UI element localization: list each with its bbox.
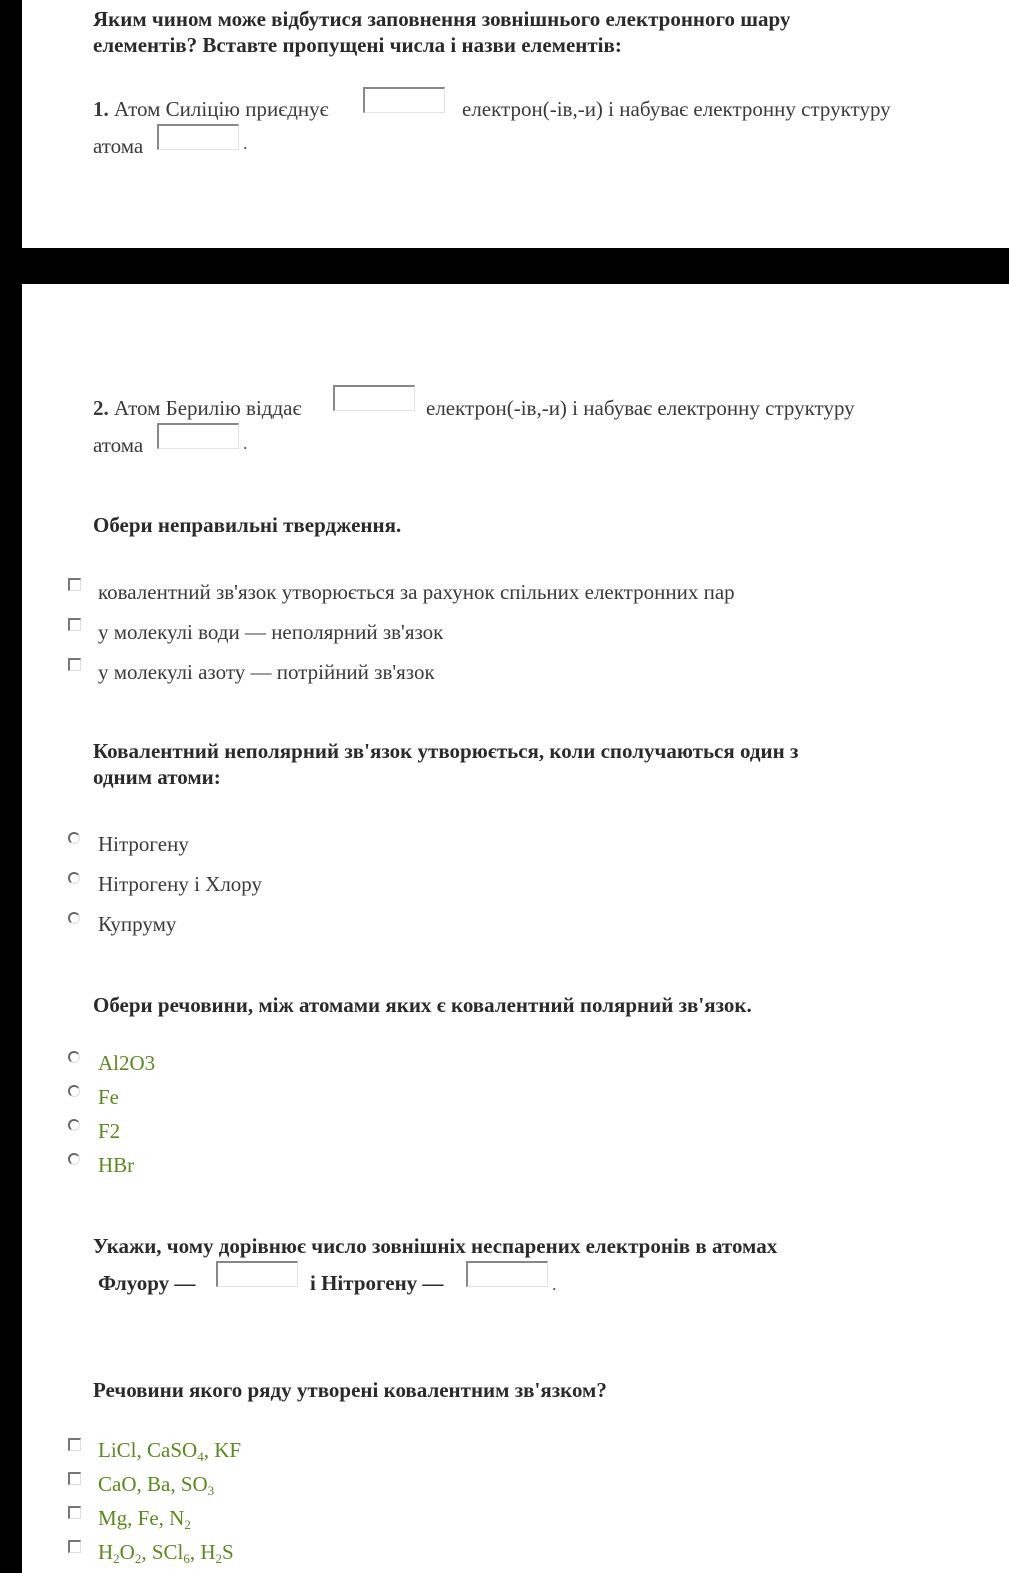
formula-text-3-0: Mg, Fe, N [98, 1506, 185, 1530]
q5-option-2-radio[interactable] [68, 1085, 80, 1097]
q4-heading-line1: Ковалентний неполярний зв'язок утворюється, коли сполучаються один з [93, 739, 799, 763]
formula-text-4-0: H [98, 1540, 114, 1564]
q6-blank-fluorine[interactable] [216, 1261, 298, 1287]
screen-edge-left [0, 0, 22, 1573]
formula-text-4-4: , SCl [141, 1540, 184, 1564]
formula-subscript-2-1: 3 [207, 1483, 215, 1498]
q4-option-2-radio[interactable] [68, 872, 80, 884]
q3-option-3-checkbox[interactable] [68, 658, 81, 671]
q7-option-4-label [98, 1539, 234, 1565]
q1-item-number: 1. [93, 97, 109, 121]
formula-text-1-0: LiCl, CaSO [98, 1438, 198, 1462]
q3-option-2-checkbox[interactable] [68, 618, 81, 631]
q6-blank-nitrogen[interactable] [466, 1261, 548, 1287]
q6-heading: Укажи, чому дорівнює число зовнішніх неспарених електронів в атомах [93, 1234, 778, 1258]
formula-subscript-4-1: 2 [113, 1551, 120, 1566]
q7-option-2-label [98, 1471, 214, 1497]
q7-option-1-checkbox[interactable] [68, 1438, 81, 1451]
q3-option-1-label: ковалентний зв'язок утворюється за рахунок спільних електронних пар [98, 580, 735, 604]
q6-end-dot: . [552, 1274, 557, 1294]
q3-heading: Обери неправильні твердження. [93, 513, 402, 537]
q4-option-3-label: Купруму [98, 912, 177, 936]
formula-subscript-4-3: 2 [134, 1551, 142, 1566]
q4-option-2-label: Нітрогену і Хлору [98, 872, 263, 896]
q4-heading-line2: одним атоми: [93, 765, 221, 789]
q1-line1 [93, 96, 329, 122]
q3-option-1-checkbox[interactable] [68, 578, 81, 591]
q7-option-3-label [98, 1505, 191, 1531]
q2-text-part1: Атом Берилію віддає [114, 396, 302, 420]
q5-option-2-label: Fe [98, 1085, 119, 1109]
q1-end-dot: . [243, 133, 248, 153]
divider-band [0, 248, 1009, 284]
q2-blank-element[interactable] [157, 423, 239, 449]
q4-option-3-radio[interactable] [68, 912, 80, 924]
q1-heading [93, 6, 790, 58]
q2-text-part3: атома [93, 433, 144, 457]
q1-blank-count[interactable] [363, 87, 445, 113]
q7-option-1-label [98, 1437, 241, 1463]
q5-heading: Обери речовини, між атомами яких є ковалентний полярний зв'язок. [93, 993, 752, 1017]
formula-subscript-4-5: 6 [183, 1551, 190, 1566]
q4-heading [93, 738, 798, 790]
q1-heading-line2: елементів? Вставте пропущені числа і назви елементів: [93, 33, 622, 57]
q1-blank-element[interactable] [157, 124, 239, 150]
q6-label-fluorine: Флуору — [98, 1271, 196, 1295]
q5-option-1-label: Al2O3 [98, 1051, 156, 1075]
formula-text-1-2: , KF [203, 1438, 242, 1462]
q1-heading-line1: Яким чином може відбутися заповнення зовнішнього електронного шару [93, 7, 791, 31]
q2-text-part2: електрон(-ів,-и) і набуває електронну структуру [426, 396, 855, 420]
q7-heading: Речовини якого ряду утворені ковалентним зв'язком? [93, 1378, 607, 1402]
q2-end-dot: . [243, 433, 248, 453]
q5-option-1-radio[interactable] [68, 1051, 80, 1063]
q2-blank-count[interactable] [333, 385, 415, 411]
formula-text-4-2: O [119, 1540, 135, 1564]
q2-line1 [93, 395, 301, 421]
q5-option-4-radio[interactable] [68, 1153, 80, 1165]
q5-option-3-label: F2 [98, 1119, 121, 1143]
formula-text-4-8: S [222, 1540, 234, 1564]
q2-item-number: 2. [93, 396, 109, 420]
formula-subscript-4-7: 2 [215, 1551, 223, 1566]
q5-option-3-radio[interactable] [68, 1119, 80, 1131]
q7-option-4-checkbox[interactable] [68, 1540, 81, 1553]
q3-option-3-label: у молекулі азоту — потрійний зв'язок [98, 660, 435, 684]
q1-text-part3: атома [93, 134, 144, 158]
q3-option-2-label: у молекулі води — неполярний зв'язок [98, 620, 444, 644]
q7-option-3-checkbox[interactable] [68, 1506, 81, 1519]
q6-label-nitrogen: і Нітрогену — [310, 1271, 444, 1295]
formula-text-2-0: CaO, Ba, SO [98, 1472, 208, 1496]
q4-option-1-radio[interactable] [68, 832, 80, 844]
q5-option-4-label: HBr [98, 1153, 135, 1177]
formula-text-4-6: , H [189, 1540, 216, 1564]
formula-subscript-1-1: 4 [197, 1449, 204, 1464]
formula-subscript-3-1: 2 [184, 1517, 191, 1532]
q1-text-part2: електрон(-ів,-и) і набуває електронну структуру [462, 97, 891, 121]
q7-option-2-checkbox[interactable] [68, 1472, 81, 1485]
q1-text-part1: Атом Силіцію приєднує [114, 97, 329, 121]
q4-option-1-label: Нітрогену [98, 832, 189, 856]
